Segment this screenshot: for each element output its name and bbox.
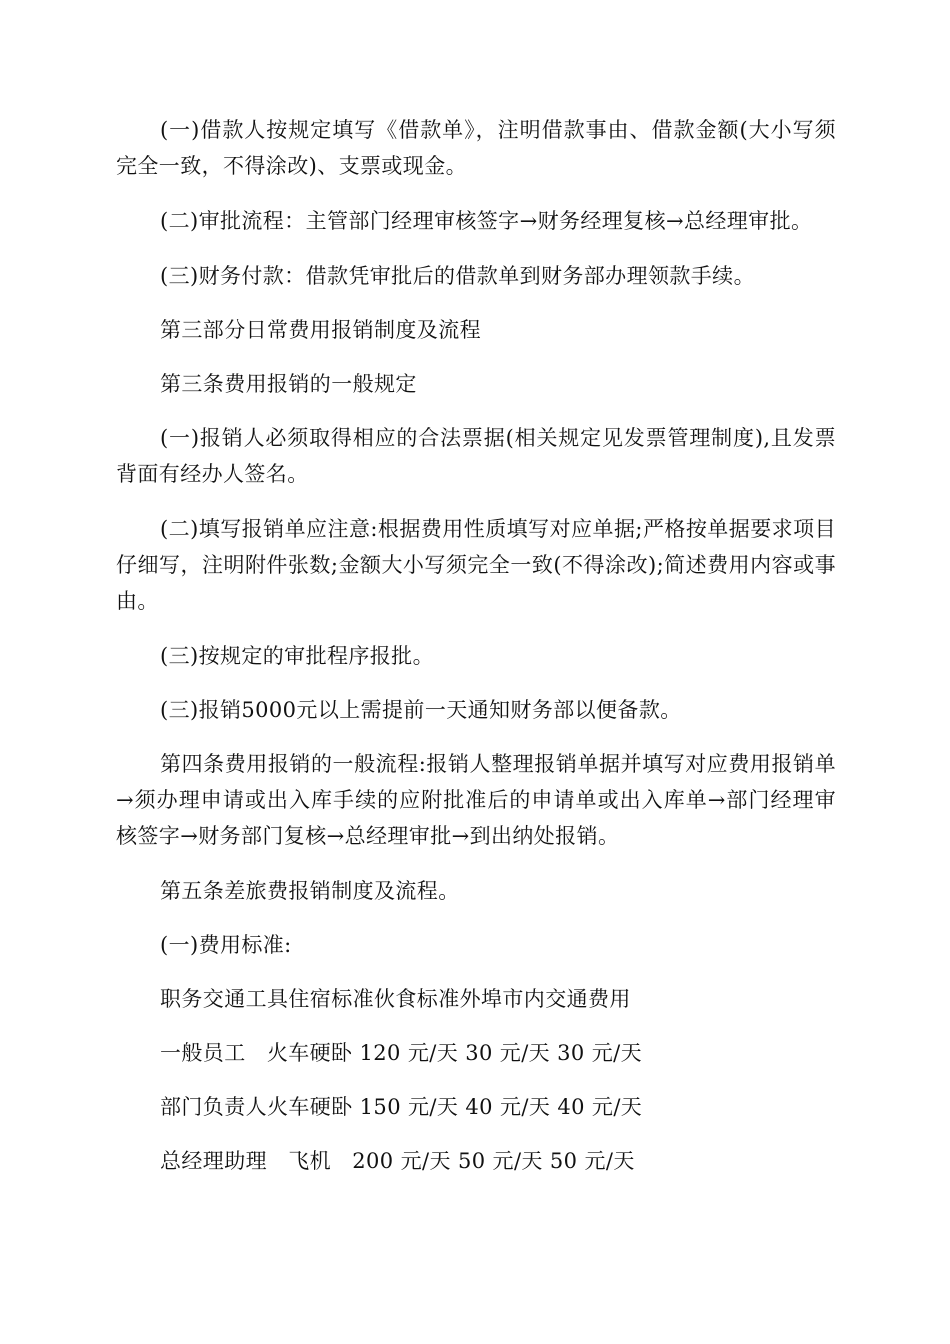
paragraph-expense-standard: (一)费用标准: <box>160 933 292 957</box>
paragraph-form-rule: (二)填写报销单应注意:根据费用性质填写对应单据;严格按单据要求项目仔细写，注明附件张数;金额大小写须完全一致(不得涂改);简述费用内容或事由。 <box>116 517 836 613</box>
paragraph-advance-notice: (三)报销5000元以上需提前一天通知财务部以便备款。 <box>160 698 682 722</box>
paragraph-finance-payment: (三)财务付款：借款凭审批后的借款单到财务部办理领款手续。 <box>160 264 755 288</box>
article-heading-five: 第五条差旅费报销制度及流程。 <box>160 879 460 903</box>
paragraph-invoice-rule: (一)报销人必须取得相应的合法票据(相关规定见发票管理制度),且发票背面有经办人签名。 <box>116 426 836 486</box>
paragraph-approval-procedure: (三)按规定的审批程序报批。 <box>160 644 434 668</box>
document-page <box>116 112 836 1197</box>
standard-table-header: 职务交通工具住宿标准伙食标准外埠市内交通费用 <box>160 987 631 1011</box>
standard-table-row: 一般员工 火车硬卧 120 元/天 30 元/天 30 元/天 <box>160 1041 643 1065</box>
paragraph-approval-flow: (二)审批流程：主管部门经理审核签字→财务经理复核→总经理审批。 <box>160 209 813 233</box>
paragraph-loan-application: (一)借款人按规定填写《借款单》，注明借款事由、借款金额(大小写须完全一致，不得涂改)、支票或现金。 <box>116 118 836 178</box>
article-heading-three: 第三条费用报销的一般规定 <box>160 372 417 396</box>
standard-table-row: 部门负责人火车硬卧 150 元/天 40 元/天 40 元/天 <box>160 1095 643 1119</box>
paragraph-article-four: 第四条费用报销的一般流程:报销人整理报销单据并填写对应费用报销单→须办理申请或出入库手续的应附批准后的申请单或出入库单→部门经理审核签字→财务部门复核→总经理审批→到出纳处报销。 <box>116 752 836 848</box>
standard-table-row: 总经理助理 飞机 200 元/天 50 元/天 50 元/天 <box>160 1149 635 1173</box>
section-heading-part-three: 第三部分日常费用报销制度及流程 <box>160 318 481 342</box>
